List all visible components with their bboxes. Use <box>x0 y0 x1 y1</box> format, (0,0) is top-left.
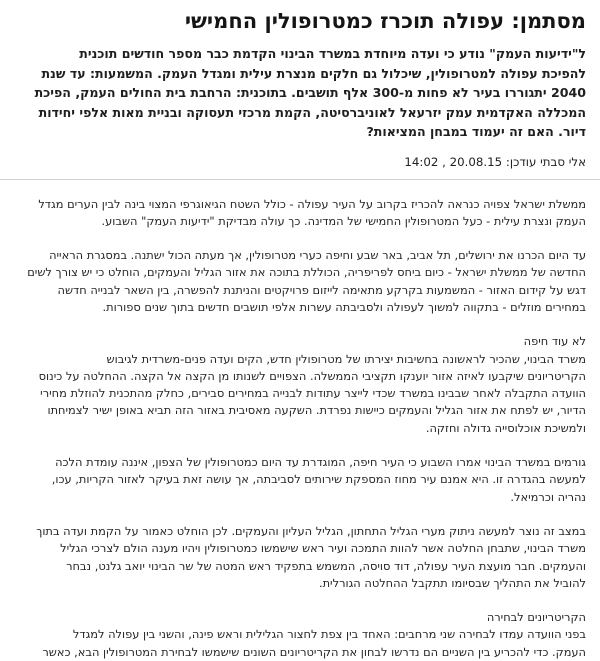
body-line: עד היום הכרנו את ירושלים, תל אביב, באר שבע וחיפה כערי מטרופולין, אך מעתה הכול ישתנה. במסגרת הראייה <box>14 247 586 264</box>
body-line: במצב זה נוצר למעשה ניתוק מערי הגליל התחתון, הגליל העליון והעמקים. לכן הוחלט כאמור על הקמת ועדה בתוך <box>14 523 586 540</box>
body-line: העמק. כדי להכריע בין השניים הם נדרשו לבחון את הקריטריונים השונים שישמשו לבחירת המטרופולין הבא, כאשר <box>14 644 586 661</box>
body-line: בפני הוועדה עמדו לבחירה שני מרחבים: האחד בין צפת לחצור הגלילית וראש פינה, והשני בין עפולה למגדל <box>14 626 586 643</box>
body-line: העמק ונצרת עילית - כעל המטרופולין החמישי של המדינה. כך עולה מבדיקת "ידיעות העמק" השבוע. <box>14 213 586 230</box>
body-line: במחירים מוזלים - בתקווה למשוך לעפולה ולסביבתה עשרות אלפי תושבים חדשים בתוך שנים ספורות. <box>14 299 586 316</box>
body-paragraph <box>14 523 586 592</box>
lead-line: להפיכת עפולה למטרופולין, שיכלול גם חלקים מנצרת עילית ומגדל העמק. המשמעות: עד שנת <box>14 64 586 84</box>
lead-line: המכללה האקדמית עמק יזרעאל לאוניברסיטה, הקמת מרכזי תעסוקה ובניית מאות אלפי יחידות <box>14 103 586 123</box>
lead-line: ל"ידיעות העמק" נודע כי ועדה מיוחדת במשרד הבינוי הקדמת כבר מספר חודשים תוכנית <box>14 44 586 64</box>
body-line: הקריטריונים שיקבעו לאיזה אזור יוענקו תקציבי הממשלה. הצפויים לשנותו מן הקצה אל הקצה. ההחלטה על כינוס <box>14 368 586 385</box>
body-line: החדשה של ממשלת ישראל - כיום ביחס לפריפריה, הכוללת בתוכה את אזור הגליל והעמקים, הוחלט כי יש צורך לשים <box>14 264 586 281</box>
body-line: ממשלת ישראל צפויה כנראה להכריז בקרוב על העיר עפולה - כולל השטח הגיאוגרפי המצוי בינה לבין הערים מגדל <box>14 196 586 213</box>
divider <box>0 179 600 180</box>
lead-line: 2040 יתגוררו בעיר לא פחות מ-300 אלף תושבים. בתוכנית: הרחבת בית החולים העמק, הפיכת <box>14 83 586 103</box>
article-headline: מסתמן: עפולה תוכרז כמטרופולין החמישי <box>14 8 586 34</box>
body-paragraph <box>14 454 586 506</box>
body-paragraph <box>14 626 586 661</box>
article-body <box>14 196 586 661</box>
body-line: משרד הבינוי, שתבחן החלטה אשר להוות התמכה ועיר ראש שישמשו כמטרופולין ויהיו מענה הולם לצרכי הגליל <box>14 540 586 557</box>
body-line: למעשה בהגדרה זו. היא אמנם עיר מחוז המספקת שירותים לסביבתה, אך עושה זאת בעיקר לאזור הקריות, עכו, <box>14 471 586 488</box>
lead-line: דיור. האם זה יעמוד במבחן המציאות? <box>14 122 586 142</box>
body-paragraph <box>14 247 586 316</box>
body-line: משרד הבינוי, שהכיר לראשונה בחשיבות יצירתו של מטרופולין חדש, הקים ועדה פנים-משרדית לגיבוש <box>14 351 586 368</box>
body-line: גורמים במשרד הבינוי אמרו השבוע כי העיר חיפה, המוגדרת עד היום כמטרופולין של הצפון, איננה עומדת הלכה <box>14 454 586 471</box>
body-paragraph <box>14 196 586 231</box>
body-line: והעמקים. חבר מועצת העיר עפולה, דוד סויסה, המשמש בתפקיד ראש המטה של שר הבינוי יואב גלנט, נבחר <box>14 558 586 575</box>
body-paragraph <box>14 351 586 437</box>
body-line: דגש על קידום האזור - המשמעות בקרקע מתאימה לייזום פרויקטים והניתנת להפשרה, בין השאר לבנייה חדשה <box>14 282 586 299</box>
section-subheading: הקריטריונים לבחירה <box>14 609 586 626</box>
body-line: נהריה וכרמיאל. <box>14 489 586 506</box>
body-line: הוועדה התקבלה לאחר שבבינו במשרד שכדי לייצר עתודות לבנייה במחירים סבירים, כחלק מהתכנית להוזלת מחירי <box>14 385 586 402</box>
article-lead <box>14 44 586 142</box>
section-subheading: לא עוד חיפה <box>14 333 586 350</box>
body-line: ולמשיכת אוכלוסייה גדולה וחזקה. <box>14 420 586 437</box>
article-byline: אלי סבתי עודכן: 20.08.15 , 14:02 <box>14 154 586 170</box>
body-line: להוביל את התהליך שבסיומו תתקבל ההחלטה הגורלית. <box>14 575 586 592</box>
body-line: הדיור, יש לפתח את אזור הגליל והעמקים כיישות נפרדת. השקעה מאסיבית באזור הזה תביא באופן ישיר לצמיחתו <box>14 402 586 419</box>
